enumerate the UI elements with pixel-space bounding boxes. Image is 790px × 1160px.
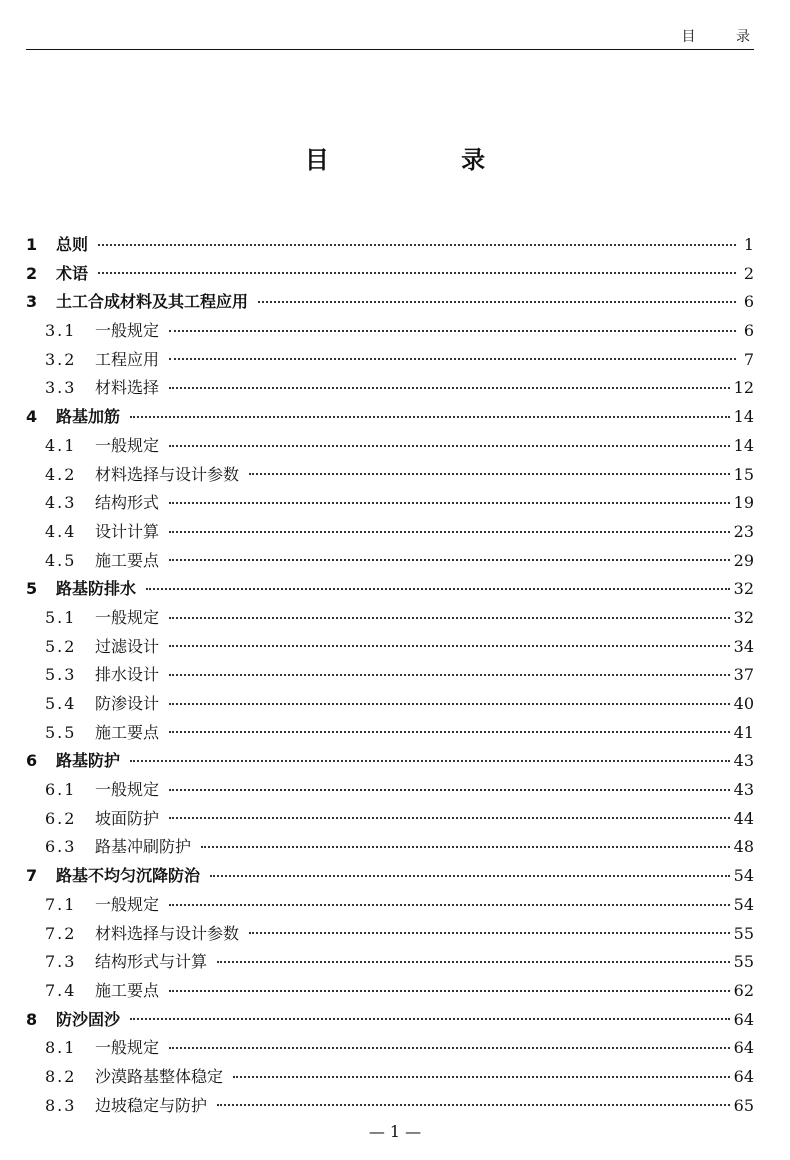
toc-dot-leader	[210, 875, 730, 877]
toc-entry-number: 4	[26, 407, 38, 427]
toc-entry-title: 材料选择与设计参数	[95, 464, 240, 484]
toc-entry-title: 施工要点	[95, 550, 160, 570]
toc-section-entry[interactable]	[26, 461, 754, 490]
toc-dot-leader	[169, 559, 730, 561]
toc-section-entry[interactable]	[26, 1092, 754, 1121]
toc-entry-page: 43	[733, 751, 754, 771]
toc-entry-number: 5.1	[45, 607, 77, 627]
toc-dot-leader	[98, 244, 736, 246]
toc-section-entry[interactable]	[26, 374, 754, 403]
toc-section-entry[interactable]	[26, 833, 754, 862]
toc-section-entry[interactable]	[26, 719, 754, 748]
toc-chapter-entry[interactable]	[26, 260, 754, 289]
toc-section-entry[interactable]	[26, 1034, 754, 1063]
toc-entry-title: 施工要点	[95, 722, 160, 742]
toc-entry-page: 7	[743, 349, 754, 369]
toc-entry-title: 排水设计	[95, 665, 160, 685]
toc-entry-number: 3	[26, 292, 38, 312]
toc-section-entry[interactable]	[26, 891, 754, 920]
toc-entry-title: 一般规定	[95, 780, 160, 800]
toc-dot-leader	[130, 416, 730, 418]
toc-entry-number: 4.4	[45, 521, 77, 541]
toc-entry-number: 3.2	[45, 349, 77, 369]
toc-dot-leader	[201, 846, 730, 848]
toc-entry-page: 34	[733, 636, 754, 656]
toc-entry-page: 64	[733, 1009, 754, 1029]
toc-chapter-entry[interactable]	[26, 575, 754, 604]
toc-dot-leader	[169, 445, 730, 447]
toc-section-entry[interactable]	[26, 920, 754, 949]
toc-entry-number: 4.2	[45, 464, 77, 484]
toc-chapter-entry[interactable]	[26, 403, 754, 432]
toc-entry-page: 55	[733, 923, 754, 943]
toc-entry-page: 2	[743, 263, 754, 283]
toc-dot-leader	[169, 531, 730, 533]
toc-entry-title: 沙漠路基整体稳定	[95, 1066, 224, 1086]
toc-dot-leader	[169, 731, 730, 733]
toc-entry-title: 一般规定	[95, 607, 160, 627]
toc-section-entry[interactable]	[26, 489, 754, 518]
toc-dot-leader	[249, 932, 730, 934]
toc-entry-title: 坡面防护	[95, 808, 160, 828]
toc-entry-number: 7	[26, 866, 38, 886]
toc-dot-leader	[169, 1047, 730, 1049]
toc-section-entry[interactable]	[26, 547, 754, 576]
toc-entry-page: 64	[733, 1066, 754, 1086]
toc-entry-title: 施工要点	[95, 980, 160, 1000]
page-number: — 1 —	[368, 1122, 422, 1141]
toc-dot-leader	[169, 789, 730, 791]
toc-entry-number: 5.2	[45, 636, 77, 656]
toc-dot-leader	[169, 502, 730, 504]
toc-entry-title: 设计计算	[95, 521, 160, 541]
toc-entry-title: 过滤设计	[95, 636, 160, 656]
toc-entry-page: 43	[733, 780, 754, 800]
toc-dot-leader	[249, 473, 730, 475]
header-rule	[26, 49, 754, 50]
toc-section-entry[interactable]	[26, 776, 754, 805]
toc-entry-page: 62	[733, 980, 754, 1000]
toc-entry-page: 37	[733, 665, 754, 685]
toc-entry-number: 5	[26, 579, 38, 599]
toc-entry-number: 5.5	[45, 722, 77, 742]
toc-entry-title: 土工合成材料及其工程应用	[56, 292, 249, 312]
toc-entry-page: 32	[733, 579, 754, 599]
toc-entry-page: 15	[733, 464, 754, 484]
toc-entry-page: 55	[733, 952, 754, 972]
toc-chapter-entry[interactable]	[26, 288, 754, 317]
toc-entry-number: 8.2	[45, 1066, 77, 1086]
toc-section-entry[interactable]	[26, 661, 754, 690]
toc-entry-number: 2	[26, 263, 38, 283]
toc-entry-title: 材料选择与设计参数	[95, 923, 240, 943]
toc-dot-leader	[146, 588, 730, 590]
toc-chapter-entry[interactable]	[26, 747, 754, 776]
running-header: 目 录	[681, 29, 768, 45]
toc-section-entry[interactable]	[26, 346, 754, 375]
toc-dot-leader	[169, 674, 730, 676]
toc-chapter-entry[interactable]	[26, 1006, 754, 1035]
toc-dot-leader	[169, 703, 730, 705]
toc-entry-title: 防渗设计	[95, 694, 160, 713]
page-title: 目 录	[304, 146, 548, 174]
toc-entry-number: 6.1	[45, 780, 77, 800]
toc-dot-leader	[233, 1076, 730, 1078]
toc-entry-number: 7.1	[45, 894, 77, 914]
toc-dot-leader	[130, 1018, 730, 1020]
toc-entry-page: 14	[733, 407, 754, 427]
toc-section-entry[interactable]	[26, 948, 754, 977]
toc-entry-title: 一般规定	[95, 894, 160, 914]
toc-section-entry[interactable]	[26, 633, 754, 662]
toc-entry-number: 4.3	[45, 493, 77, 513]
toc-entry-title: 防沙固沙	[56, 1009, 121, 1029]
toc-entry-title: 术语	[56, 263, 89, 283]
toc-chapter-entry[interactable]	[26, 862, 754, 891]
toc-entry-page: 32	[733, 607, 754, 627]
toc-dot-leader	[217, 961, 730, 963]
toc-dot-leader	[169, 387, 730, 389]
toc-entry-page: 1	[743, 235, 754, 254]
toc-entry-number: 7.4	[45, 980, 77, 1000]
toc-dot-leader	[169, 358, 736, 360]
toc-section-entry[interactable]	[26, 977, 754, 1006]
toc-dot-leader	[169, 817, 730, 819]
toc-entry-page: 41	[733, 722, 754, 742]
toc-entry-page: 29	[733, 550, 754, 570]
toc-entry-title: 一般规定	[95, 435, 160, 455]
toc-dot-leader	[217, 1104, 730, 1106]
toc-entry-number: 6.3	[45, 837, 77, 857]
toc-entry-number: 5.4	[45, 694, 77, 713]
toc-entry-title: 路基加筋	[56, 407, 121, 427]
toc-entry-page: 65	[733, 1095, 754, 1115]
toc-entry-number: 3.1	[45, 321, 77, 341]
toc-entry-title: 结构形式与计算	[95, 952, 208, 972]
toc-chapter-entry[interactable]	[26, 231, 754, 260]
toc-dot-leader	[169, 904, 730, 906]
toc-entry-number: 8.3	[45, 1095, 77, 1115]
toc-entry-title: 结构形式	[95, 493, 160, 513]
toc-dot-leader	[169, 990, 730, 992]
toc-section-entry[interactable]	[26, 432, 754, 461]
toc-entry-title: 材料选择	[95, 378, 160, 398]
toc-entry-page: 64	[733, 1038, 754, 1058]
toc-entry-title: 路基冲刷防护	[95, 837, 192, 857]
toc-entry-page: 54	[733, 894, 754, 914]
toc-entry-number: 3.3	[45, 378, 77, 398]
toc-entry-number: 4.5	[45, 550, 77, 570]
toc-entry-page: 19	[733, 493, 754, 513]
toc-entry-title: 一般规定	[95, 1038, 160, 1058]
toc-dot-leader	[98, 272, 736, 274]
toc-entry-page: 6	[743, 292, 754, 312]
toc-entry-number: 1	[26, 235, 38, 254]
toc-entry-number: 8.1	[45, 1038, 77, 1058]
toc-entry-number: 6	[26, 751, 38, 771]
toc-entry-page: 14	[733, 435, 754, 455]
toc-dot-leader	[258, 301, 736, 303]
toc-entry-number: 8	[26, 1009, 38, 1029]
toc-section-entry[interactable]	[26, 604, 754, 633]
toc-entry-page: 48	[733, 837, 754, 857]
toc-entry-page: 40	[733, 694, 754, 713]
toc-section-entry[interactable]	[26, 1063, 754, 1092]
toc-entry-page: 54	[733, 866, 754, 886]
toc-dot-leader	[169, 645, 730, 647]
toc-entry-title: 边坡稳定与防护	[95, 1095, 208, 1115]
toc-entry-page: 6	[743, 321, 754, 341]
toc-entry-page: 44	[733, 808, 754, 828]
toc-entry-title: 工程应用	[95, 349, 160, 369]
table-of-contents	[26, 231, 754, 1120]
toc-entry-number: 4.1	[45, 435, 77, 455]
toc-entry-number: 7.3	[45, 952, 77, 972]
toc-entry-page: 23	[733, 521, 754, 541]
toc-entry-number: 6.2	[45, 808, 77, 828]
toc-section-entry[interactable]	[26, 690, 754, 719]
toc-dot-leader	[169, 330, 736, 332]
toc-entry-title: 路基防排水	[56, 579, 137, 599]
toc-entry-title: 一般规定	[95, 321, 160, 341]
toc-section-entry[interactable]	[26, 805, 754, 834]
toc-section-entry[interactable]	[26, 317, 754, 346]
toc-dot-leader	[169, 617, 730, 619]
toc-section-entry[interactable]	[26, 518, 754, 547]
toc-entry-number: 5.3	[45, 665, 77, 685]
toc-entry-title: 路基防护	[56, 751, 121, 771]
toc-entry-title: 总则	[56, 235, 89, 254]
toc-entry-title: 路基不均匀沉降防治	[56, 866, 201, 886]
toc-dot-leader	[130, 760, 730, 762]
toc-entry-number: 7.2	[45, 923, 77, 943]
toc-entry-page: 12	[733, 378, 754, 398]
